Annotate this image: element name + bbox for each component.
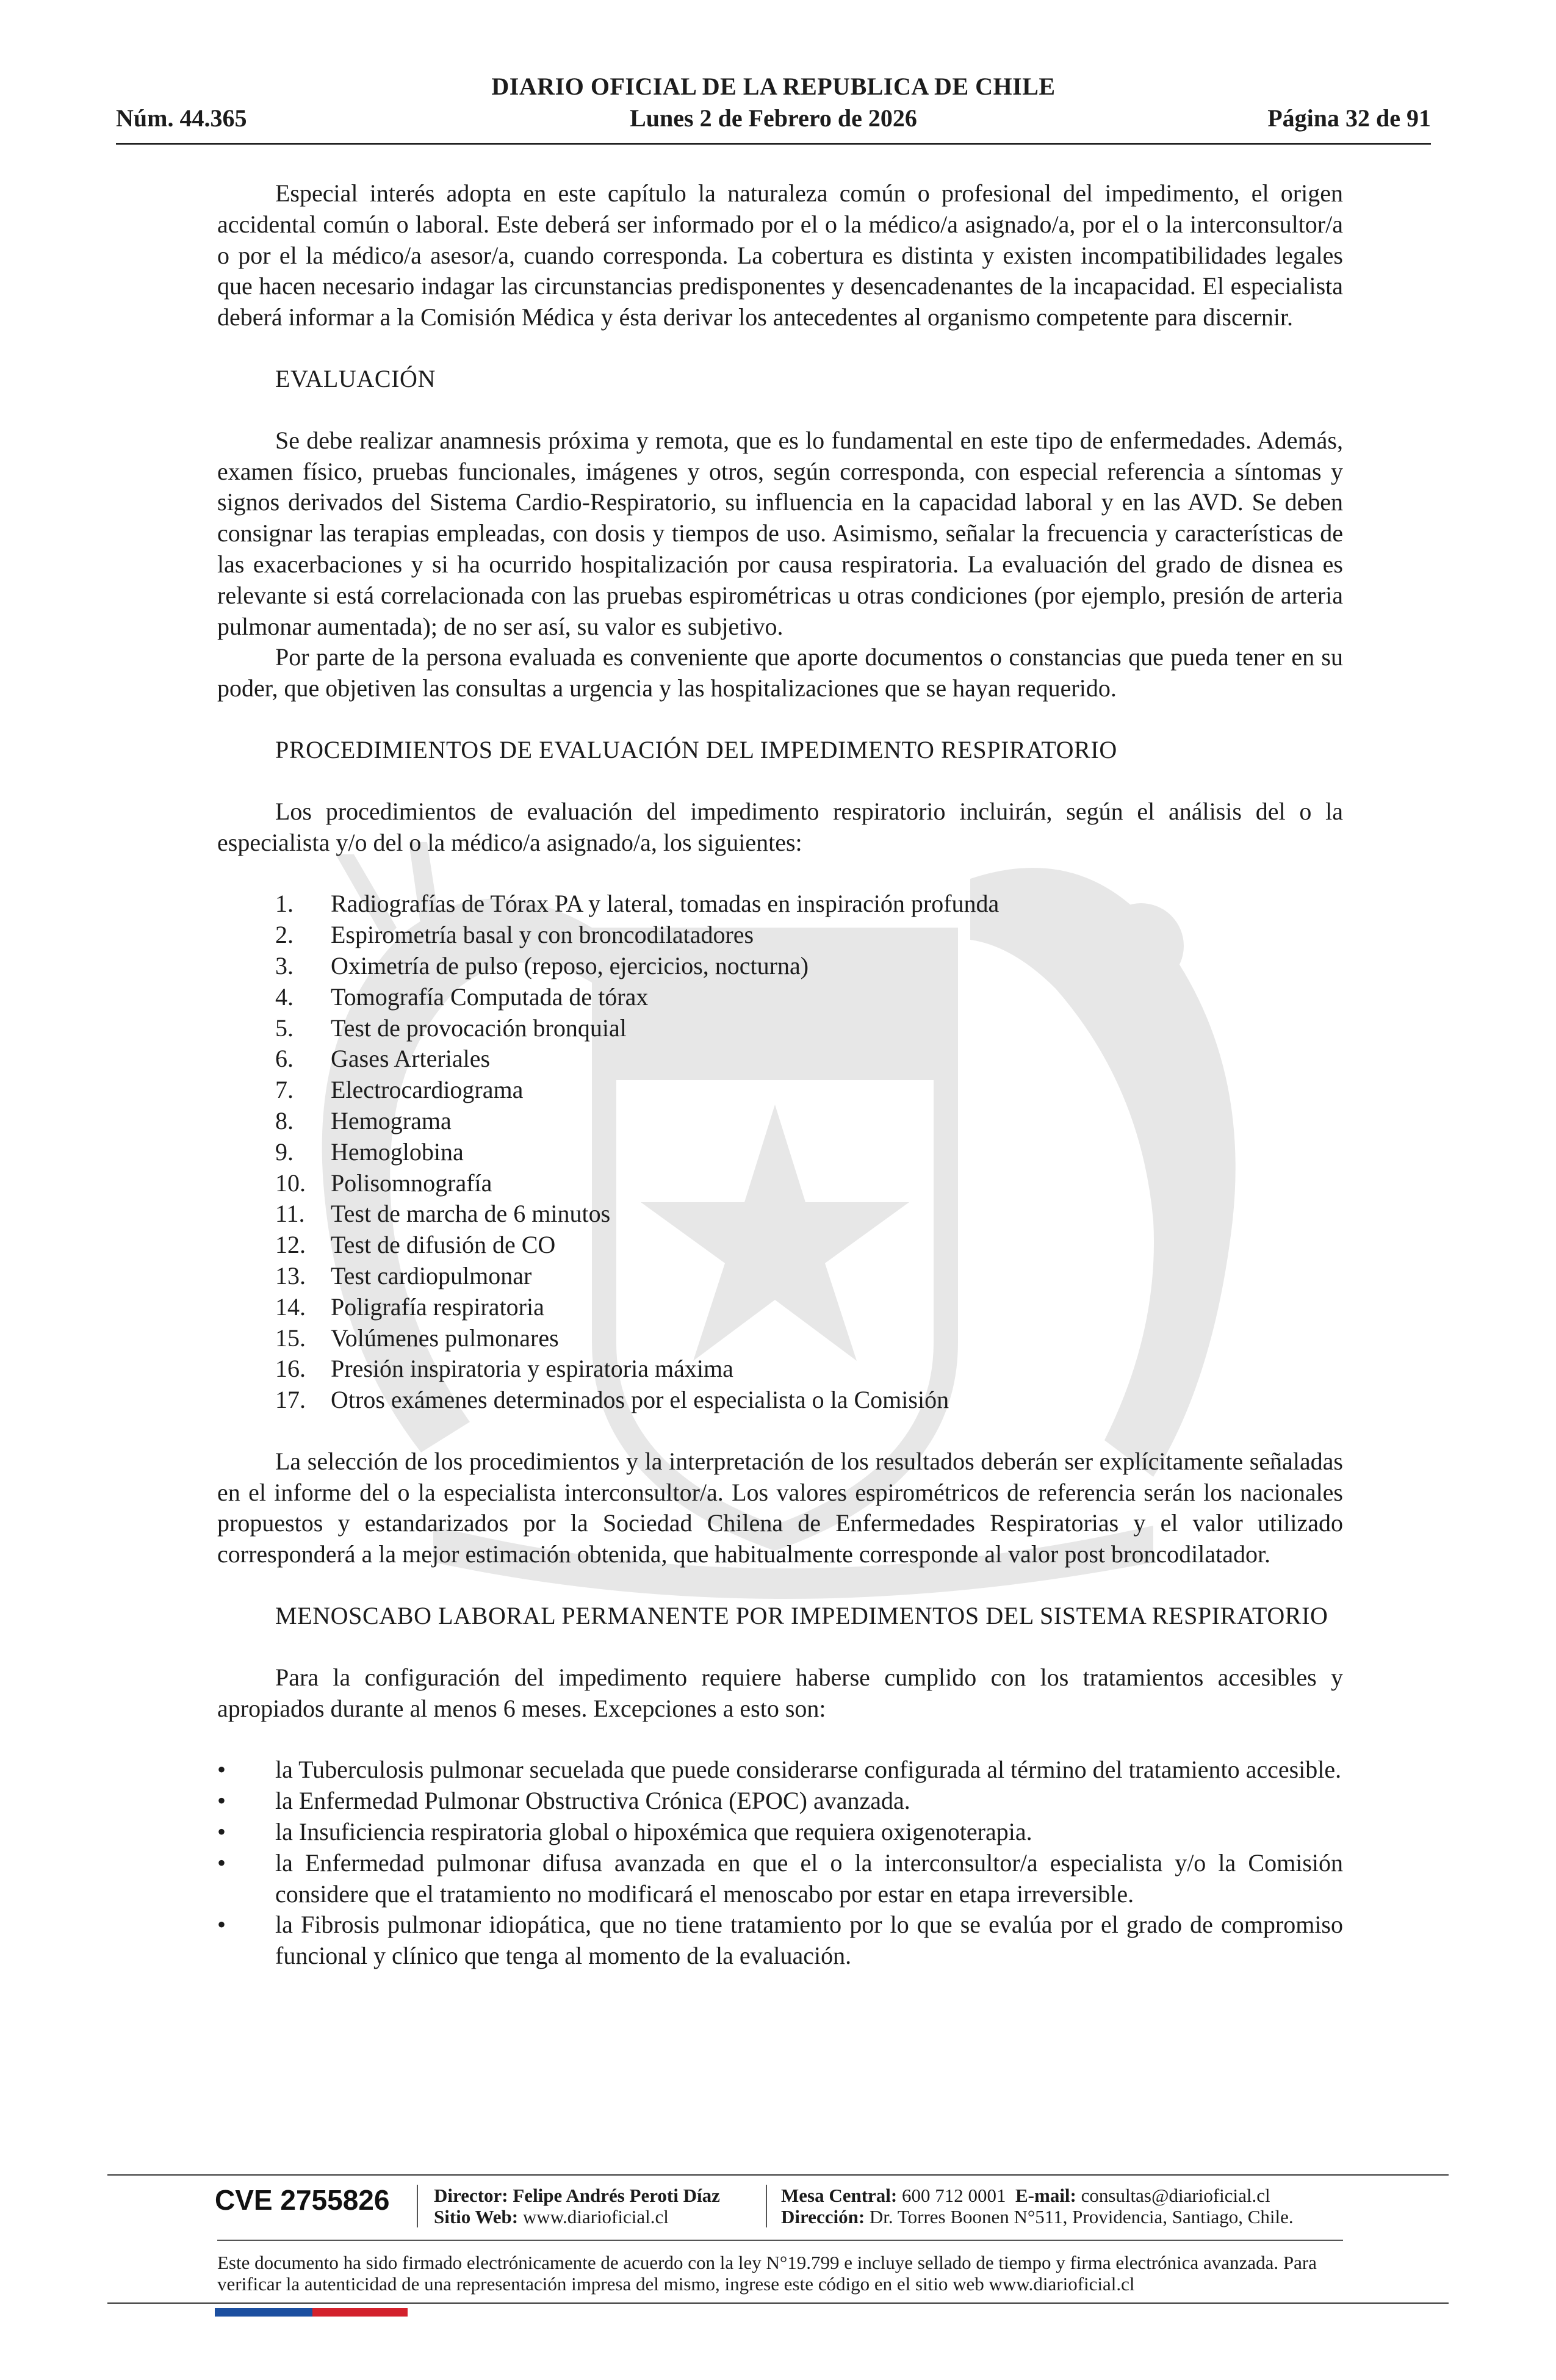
list-item: 16. Presión inspiratoria y espiratoria máxima: [275, 1355, 733, 1383]
heading-menoscabo: MENOSCABO LABORAL PERMANENTE POR IMPEDIMENTOS DEL SISTEMA RESPIRATORIO: [275, 1602, 1328, 1630]
list-item: • la Tuberculosis pulmonar secuelada que puede considerarse configurada al término del tratamiento accesible.: [217, 1754, 1343, 1786]
flag-stripe-red: [312, 2308, 408, 2317]
list-item: 5. Test de provocación bronquial: [275, 1014, 627, 1042]
issue-date: Lunes 2 de Febrero de 2026: [630, 104, 917, 132]
list-item: 15. Volúmenes pulmonares: [275, 1324, 559, 1352]
list-item: 9. Hemoglobina: [275, 1138, 464, 1166]
evaluacion-paragraph-1: Se debe realizar anamnesis próxima y remota, que es lo fundamental en este tipo de enfermedades. Además, examen físico, pruebas funcionales, imágenes y otros, según corresponda, con especial referencia a síntomas y signos derivados del Sistema Cardio-Respiratorio, su influencia en la capacidad laboral y en las AVD. Se deben consignar las terapias empleadas, con dosis y tiempos de uso. Asimismo, señalar la frecuencia y características de las exacerbaciones y si ha ocurrido hospitalización por causa respiratoria. La evaluación del grado de disnea es relevante si está correlacionada con las pruebas espirométricas u otras condiciones (por ejemplo, presión de arteria pulmonar aumentada); de no ser así, su valor es subjetivo.: [217, 426, 1343, 640]
excepciones-list: [217, 1754, 1343, 1972]
director-label: Director:: [434, 2185, 508, 2206]
list-item: 13. Test cardiopulmonar: [275, 1261, 532, 1289]
address-label: Dirección:: [781, 2206, 865, 2227]
phone-label: Mesa Central:: [781, 2185, 898, 2206]
page-header: [116, 72, 1431, 144]
phone-value: 600 712 0001: [902, 2185, 1006, 2206]
list-item: 2. Espirometría basal y con broncodilatadores: [275, 921, 754, 949]
issue-number: Núm. 44.365: [116, 104, 247, 132]
list-item: 4. Tomografía Computada de tórax: [275, 983, 649, 1011]
document-body: [217, 178, 1343, 1972]
footer-middle-rule: [217, 2240, 1343, 2241]
procedimientos-list: [217, 889, 1343, 1416]
list-item: 3. Oximetría de pulso (reposo, ejercicios, nocturna): [275, 951, 809, 979]
address-value: Dr. Torres Boonen N°511, Providencia, Santiago, Chile.: [869, 2206, 1294, 2227]
bullet-icon: •: [217, 1911, 226, 1939]
list-item: • la Insuficiencia respiratoria global o hipoxémica que requiera oxigenoterapia.: [217, 1817, 1343, 1848]
heading-evaluacion: EVALUACIÓN: [275, 364, 436, 392]
intro-paragraph: Especial interés adopta en este capítulo la naturaleza común o profesional del impedimento, el origen accidental común o laboral. Este deberá ser informado por el o la médico/a asignado/a, por el o la interconsultor/a o por el la médico/a asesor/a, cuando corresponda. La cobertura es distinta y existen incompatibilidades legales que hacen necesario indagar las circunstancias predisponentes y desencadenantes de la incapacidad. El especialista deberá informar a la Comisión Médica y ésta derivar los antecedentes al organismo competente para discernir.: [217, 179, 1343, 331]
bullet-icon: •: [217, 1848, 226, 1877]
bullet-icon: •: [217, 1756, 226, 1784]
heading-procedimientos: PROCEDIMIENTOS DE EVALUACIÓN DEL IMPEDIMENTO RESPIRATORIO: [275, 735, 1117, 763]
list-item: 6. Gases Arteriales: [275, 1045, 491, 1073]
footer-bottom-rule: [107, 2302, 1449, 2304]
list-item: 11. Test de marcha de 6 minutos: [275, 1200, 611, 1228]
menoscabo-paragraph: Para la configuración del impedimento requiere haberse cumplido con los tratamientos accesibles y apropiados durante al menos 6 meses. Excepciones a esto son:: [217, 1663, 1343, 1722]
seleccion-paragraph: La selección de los procedimientos y la interpretación de los resultados deberán ser explícitamente señaladas en el informe del o la especialista interconsultor/a. Los valores espirométricos de referencia serán los nacionales propuestos y estandarizados por la Sociedad Chilena de Enfermedades Respiratorias y el valor utilizado corresponderá a la mejor estimación obtenida, que habitualmente corresponde al valor post broncodilatador.: [217, 1447, 1343, 1568]
flag-stripe-blue: [215, 2308, 312, 2317]
list-item: 12. Test de difusión de CO: [275, 1231, 556, 1259]
web-label: Sitio Web:: [434, 2206, 519, 2227]
footer-top-rule: [107, 2174, 1449, 2176]
list-item: • la Enfermedad pulmonar difusa avanzada en que el o la interconsultor/a especialista y/o la Comisión considere que el tratamiento no modificará el menoscabo por estar en etapa irreversible.: [217, 1848, 1343, 1908]
web-link[interactable]: www.diarioficial.cl: [522, 2206, 669, 2227]
legal-notice: Este documento ha sido firmado electrónicamente de acuerdo con la ley N°19.799 e incluye sellado de tiempo y firma electrónica avanzada. Para verificar la autenticidad de una representación impresa del mismo, ingrese este código en el sitio web www.diarioficial.cl: [217, 2252, 1317, 2295]
list-item: 1. Radiografías de Tórax PA y lateral, tomadas en inspiración profunda: [275, 890, 1000, 918]
email-link[interactable]: consultas@diarioficial.cl: [1081, 2185, 1270, 2206]
footer-director-block: [434, 2185, 720, 2227]
footer-separator: [417, 2185, 418, 2227]
evaluacion-paragraph-2: Por parte de la persona evaluada es conveniente que aporte documentos o constancias que pueda tener en su poder, que objetiven las consultas a urgencia y las hospitalizaciones que se hayan requerido.: [217, 643, 1343, 702]
newspaper-title: DIARIO OFICIAL DE LA REPUBLICA DE CHILE: [491, 73, 1056, 100]
list-item: 14. Poligrafía respiratoria: [275, 1293, 544, 1321]
bullet-icon: •: [217, 1818, 226, 1846]
list-item: 10. Polisomnografía: [275, 1169, 492, 1197]
procedimientos-intro: Los procedimientos de evaluación del impedimento respiratorio incluirán, según el análisis del o la especialista y/o del o la médico/a asignado/a, los siguientes:: [217, 797, 1343, 856]
list-item: • la Enfermedad Pulmonar Obstructiva Crónica (EPOC) avanzada.: [217, 1786, 1343, 1817]
header-divider: [116, 143, 1431, 145]
footer-contact-block: [781, 2185, 1294, 2227]
list-item: 8. Hemograma: [275, 1106, 452, 1134]
list-item: 17. Otros exámenes determinados por el especialista o la Comisión: [275, 1386, 949, 1414]
page-number: Página 32 de 91: [1267, 104, 1431, 132]
cve-code: CVE 2755826: [215, 2184, 390, 2216]
list-item: 7. Electrocardiograma: [275, 1076, 524, 1104]
director-name: Felipe Andrés Peroti Díaz: [513, 2185, 720, 2206]
bullet-icon: •: [217, 1787, 226, 1815]
email-label: E-mail:: [1015, 2185, 1076, 2206]
list-item: • la Fibrosis pulmonar idiopática, que no tiene tratamiento por lo que se evalúa por el grado de compromiso funcional y clínico que tenga al momento de la evaluación.: [217, 1911, 1343, 1970]
footer-separator: [766, 2185, 767, 2227]
